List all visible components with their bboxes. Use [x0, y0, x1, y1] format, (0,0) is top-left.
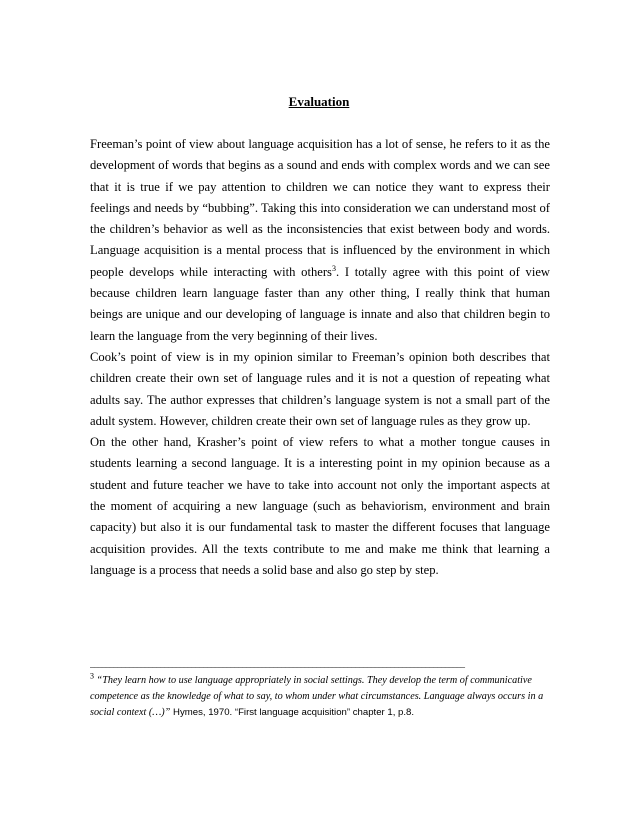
- paragraph-freeman: [90, 134, 550, 347]
- footnote: [90, 673, 550, 721]
- body-text: [90, 134, 550, 581]
- footnote-citation: Hymes, 1970. “First language acquisition” chapter 1, p.8.: [170, 707, 415, 718]
- footnote-quote: “They learn how to use language appropriately in social settings. They develop the term of communicative competence as the knowledge of what to say, to whom under what circumstances. Language always occurs in a social context (…)”: [90, 675, 544, 718]
- footnote-reference: 3: [331, 263, 336, 273]
- footnote-number: 3: [90, 671, 94, 681]
- page-title: Evaluation: [288, 94, 350, 109]
- paragraph-cook: Cook’s point of view is in my opinion similar to Freeman’s opinion both describes that children create their own set of language rules and it is not a question of repeating what adults say. The author expresses that children’s language system is not a small part of the adult system. However, children create their own set of language rules as they grow up.: [90, 349, 550, 428]
- paragraph-freeman-before: Freeman’s point of view about language acquisition has a lot of sense, he refers to it as the development of words that begins as a sound and ends with complex words and we can see that it is true if we pay attention to children we can notice they want to express their feelings and needs by “bubbing”. Taking this into consideration we can understand most of the children’s behavior as well as the inconsistencies that exist between body and words. Language acquisition is a mental process that is influenced by the environment in which people develops while interacting with others: [90, 137, 550, 279]
- paragraph-freeman-after: . I totally agree with this point of view because children learn language faster than any other thing, I really think that human beings are unique and our developing of language is innate and also that children begin to learn the language from the very beginning of their lives.: [90, 264, 550, 343]
- footnote-separator: ________________________________________________________________________________________________: [90, 659, 465, 669]
- paragraph-krasher: On the other hand, Krasher’s point of view refers to what a mother tongue causes in students learning a second language. It is a interesting point in my opinion because as a student and future teacher we have to take into account not only the important aspects at the moment of acquiring a new language (such as behaviorism, environment and brain capacity) but also it is our fundamental task to master the different focuses that language acquisition provides. All the texts contribute to me and make me think that learning a language is a process that needs a solid base and also go step by step.: [90, 435, 550, 577]
